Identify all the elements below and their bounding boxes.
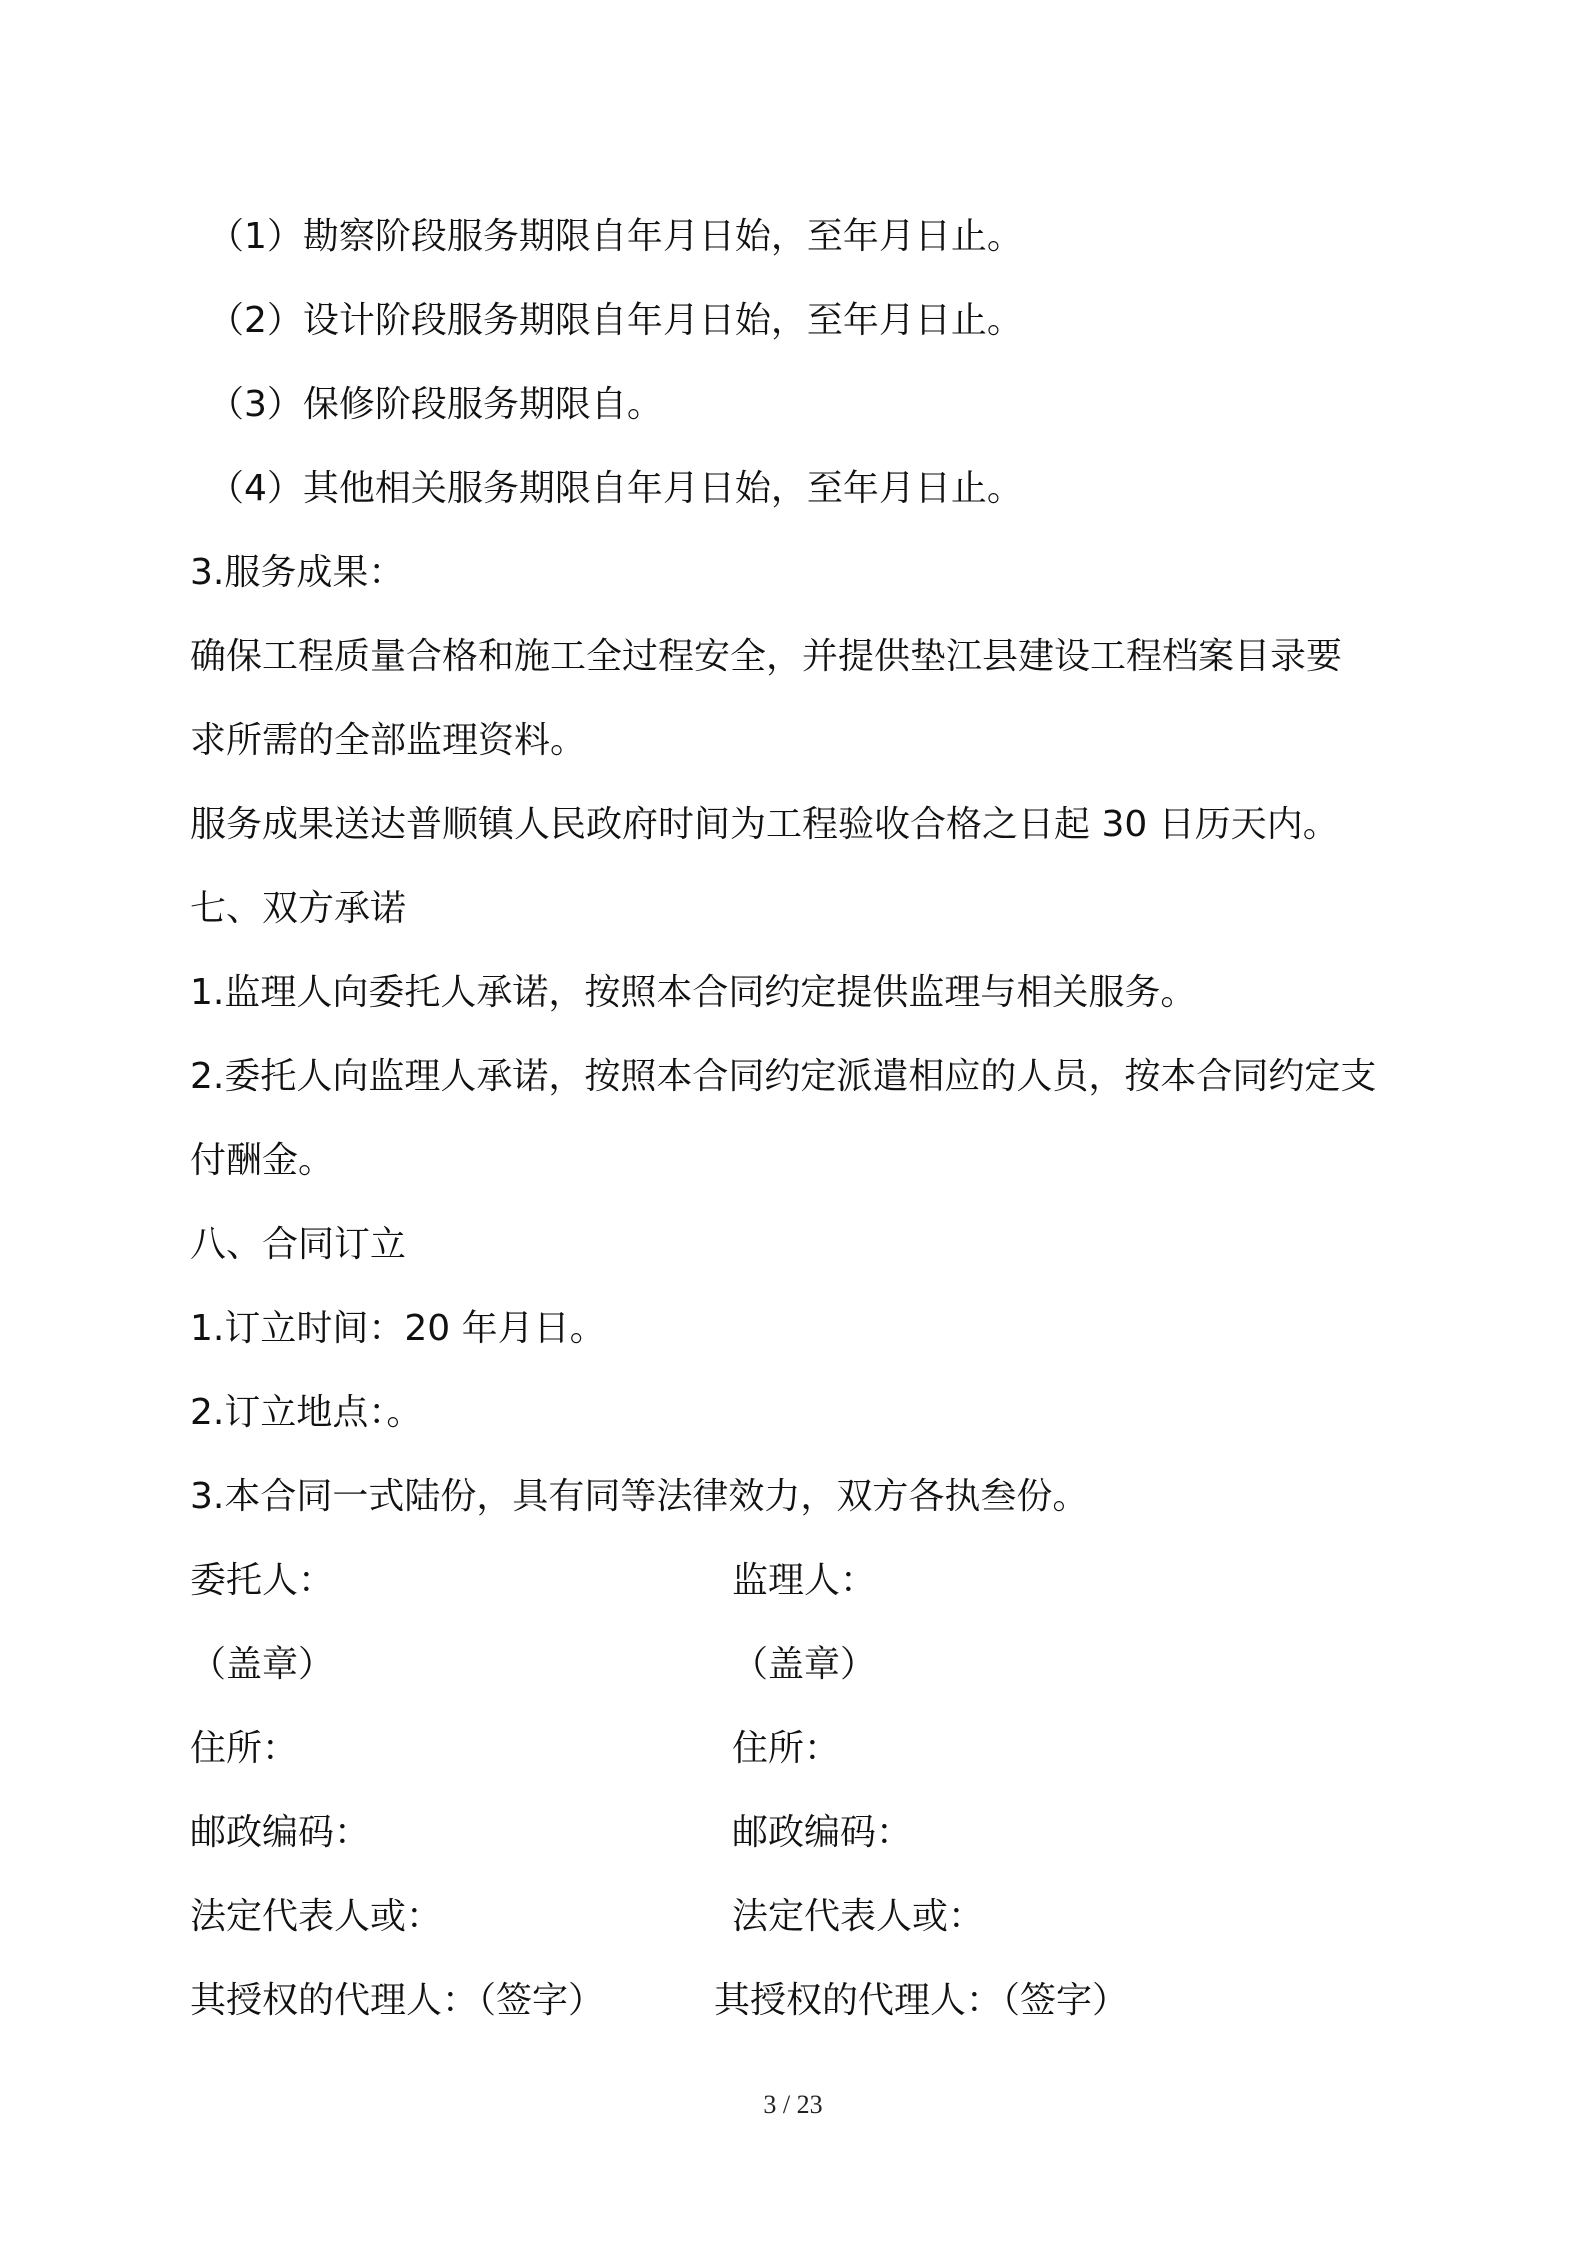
service-results-heading: 3.服务成果： (190, 552, 405, 593)
signature-row-agent (190, 1959, 1410, 2043)
supervisor-seal: （盖章） (732, 1644, 877, 1685)
service-results-delivery: 服务成果送达普顺镇人民政府时间为工程验收合格之日起 30 日历天内。 (190, 804, 1339, 845)
signature-row-address (190, 1707, 1410, 1791)
supervisor-representative: 法定代表人或： (732, 1896, 985, 1937)
signing-place: 2.订立地点：。 (190, 1392, 423, 1433)
signature-row-party (190, 1539, 1410, 1623)
service-period-design: （2）设计阶段服务期限自年月日始，至年月日止。 (208, 300, 1023, 341)
supervisor-agent-signature: 其授权的代理人：（签字） (714, 1980, 1129, 2021)
section-heading-contract-signing: 八、合同订立 (190, 1224, 407, 1265)
signature-row-representative (190, 1875, 1410, 1959)
client-seal: （盖章） (190, 1644, 335, 1685)
signing-time: 1.订立时间：20 年月日。 (190, 1308, 606, 1349)
page-number: 3 / 23 (763, 2090, 823, 2119)
section-heading-commitments: 七、双方承诺 (190, 888, 407, 929)
service-results-paragraph-line-1: 确保工程质量合格和施工全过程安全，并提供垫江县建设工程档案目录要 (190, 636, 1343, 677)
supervisor-label: 监理人： (732, 1560, 877, 1601)
client-representative: 法定代表人或： (190, 1896, 443, 1937)
service-period-other: （4）其他相关服务期限自年月日始，至年月日止。 (208, 468, 1023, 509)
document-body (190, 195, 1410, 2043)
client-address: 住所： (190, 1728, 299, 1769)
commitment-supervisor: 1.监理人向委托人承诺，按照本合同约定提供监理与相关服务。 (190, 972, 1197, 1013)
service-results-paragraph-line-2: 求所需的全部监理资料。 (190, 720, 587, 761)
commitment-client-line-1: 2.委托人向监理人承诺，按照本合同约定派遣相应的人员，按本合同约定支 (190, 1056, 1377, 1097)
commitment-client-line-2: 付酬金。 (190, 1140, 335, 1181)
signature-row-postcode (190, 1791, 1410, 1875)
client-agent-signature: 其授权的代理人：（签字） (190, 1980, 605, 2021)
supervisor-address: 住所： (732, 1728, 841, 1769)
supervisor-postcode: 邮政编码： (732, 1812, 913, 1853)
service-period-survey: （1）勘察阶段服务期限自年月日始，至年月日止。 (208, 216, 1023, 257)
client-postcode: 邮政编码： (190, 1812, 371, 1853)
client-label: 委托人： (190, 1560, 335, 1601)
signature-row-seal (190, 1623, 1410, 1707)
service-period-warranty: （3）保修阶段服务期限自。 (208, 384, 663, 425)
contract-copies: 3.本合同一式陆份，具有同等法律效力，双方各执叁份。 (190, 1476, 1089, 1517)
